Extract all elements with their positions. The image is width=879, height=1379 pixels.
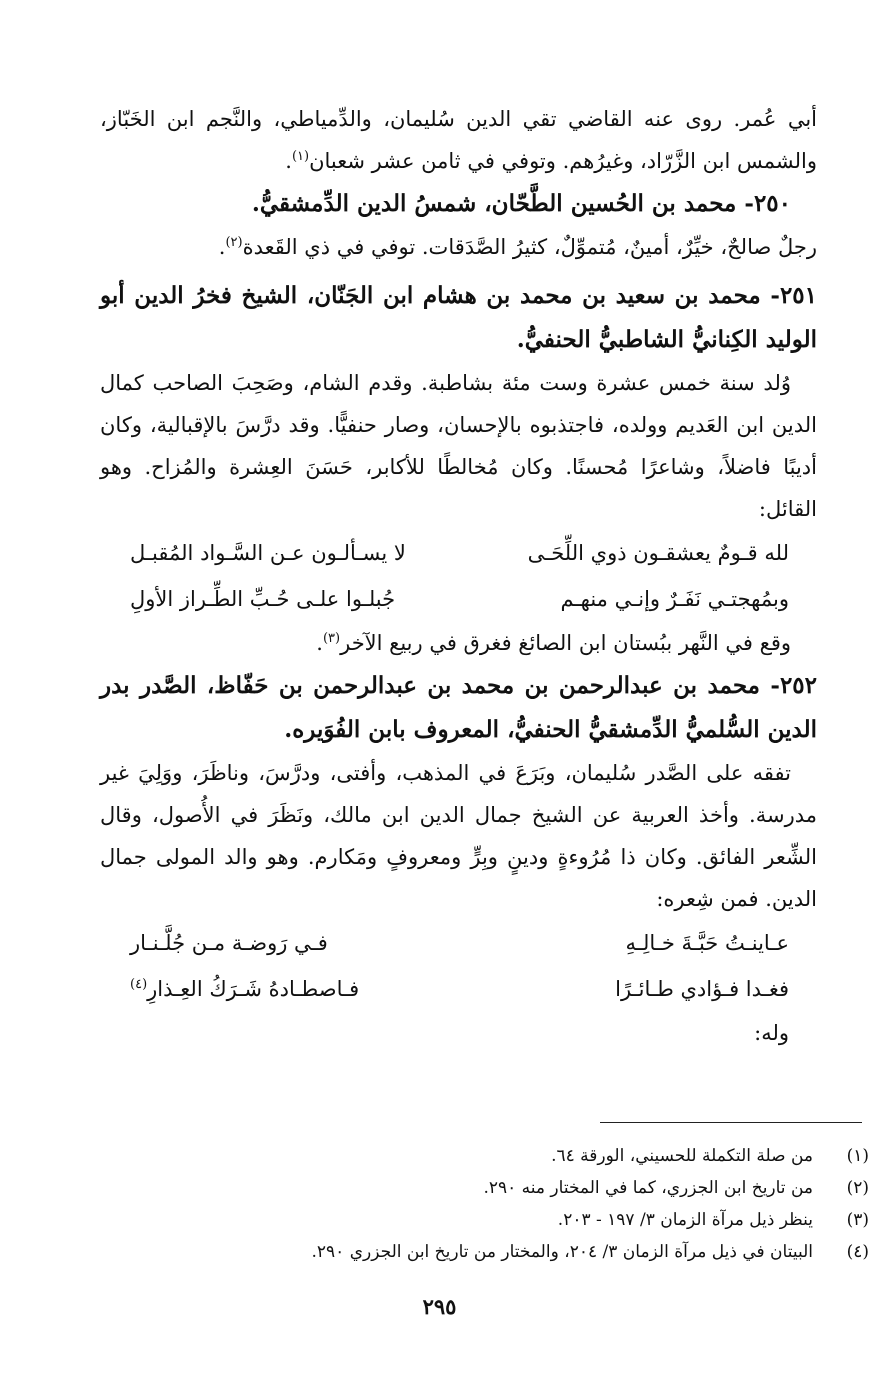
entry-heading-251 xyxy=(100,274,817,362)
entry-number: ٢٥١- xyxy=(770,282,817,309)
paragraph-after-poem xyxy=(100,622,817,664)
footnote-separator xyxy=(600,1122,862,1123)
footnote-number: (٢) xyxy=(846,1178,869,1198)
main-text xyxy=(100,98,817,1054)
poem-verse xyxy=(100,920,817,966)
footnote xyxy=(150,1140,869,1172)
footnote xyxy=(150,1236,869,1268)
entry-heading-250 xyxy=(100,182,817,226)
entry-title: محمد بن الحُسين الطَّحّان، شمسُ الدين الدِّمشقيُّ. xyxy=(251,190,737,217)
paragraph-text: تفقه على الصَّدر سُليمان، وبَرَعَ في المذهب، وأفتى، ودرَّسَ، وناظَرَ، ووَلِيَ غير مدرسة. وأخذ العربية عن الشيخ جمال الدين ابن مالك، ونَظَرَ في الأُصول، وقال الشِّعر الفائق. وكان ذا مُرُوءةٍ ودينٍ وبِرٍّ ومعروفٍ ومَكارم. وهو والد المولى جمال الدين. فمن شِعره: xyxy=(100,761,817,911)
paragraph-text: وقع في النَّهر ببُستان ابن الصائغ فغرق في ربيع الآخر xyxy=(340,631,791,655)
verse-second-hemistich xyxy=(130,966,359,1012)
paragraph-end: . xyxy=(316,631,323,655)
footnote-text: ينظر ذيل مرآة الزمان ٣/ ١٩٧ - ٢٠٣. xyxy=(557,1210,813,1230)
footnote-text: من صلة التكملة للحسيني، الورقة ٦٤. xyxy=(551,1146,813,1166)
verse-second-hemistich: فـي رَوضـة مـن جُلَّـنـار xyxy=(130,931,328,955)
footnote xyxy=(150,1172,869,1204)
entry-number: ٢٥٠- xyxy=(744,190,791,217)
verse-text: فـاصطـادهُ شَـرَكُ العِـذارِ xyxy=(147,977,360,1001)
footnote-number: (١) xyxy=(846,1146,869,1166)
paragraph-end: . xyxy=(218,235,226,259)
paragraph-wa-lahu xyxy=(100,1012,817,1054)
verse-first-hemistich: لله قـومٌ يعشقـون ذوي اللِّحَـى xyxy=(527,541,789,565)
paragraph-entry-250 xyxy=(100,226,817,268)
paragraph-text: رجلٌ صالحٌ، خيِّرٌ، أمينٌ، مُتموِّلٌ، كثيرُ الصَّدَقات. توفي في ذي القَعدة xyxy=(242,235,817,259)
poem-verse xyxy=(100,530,817,576)
paragraph-entry-251 xyxy=(100,362,817,530)
paragraph-end: . xyxy=(285,149,292,173)
footnote-text: من تاريخ ابن الجزري، كما في المختار منه ٢٩٠. xyxy=(483,1178,813,1198)
footnote-text: البيتان في ذيل مرآة الزمان ٣/ ٢٠٤، والمختار من تاريخ ابن الجزري ٢٩٠. xyxy=(311,1242,813,1262)
verse-first-hemistich: عـاينـتُ حَبَّـةَ خـالِـهِ xyxy=(625,931,789,955)
entry-heading-252 xyxy=(100,664,817,752)
poem-verse xyxy=(100,576,817,622)
paragraph-continuation xyxy=(100,98,817,182)
verse-first-hemistich: وبمُهجتـي نَفَـرٌ وإنـي منهـم xyxy=(560,587,789,611)
entry-title: محمد بن سعيد بن محمد بن هشام ابن الجَنّان، الشيخ فخرُ الدين أبو الوليد الكِنانيُّ الشاطبيُّ الحنفيُّ. xyxy=(100,282,817,353)
poem-2 xyxy=(100,920,817,1012)
page-number: ٢٩٥ xyxy=(422,1294,457,1319)
paragraph-text: وُلد سنة خمس عشرة وست مئة بشاطبة. وقدم الشام، وصَحِبَ الصاحب كمال الدين ابن العَديم وولده، فاجتذبوه بالإحسان، وصار حنفيًّا. وقد درَّسَ بالإقبالية، وكان أديبًا فاضلاً، وشاعرًا مُحسنًا. وكان مُخالطًا للأكابر، حَسَنَ العِشرة والمُزاح. وهو القائل: xyxy=(100,371,817,521)
footnote-ref-1: (١) xyxy=(291,149,310,164)
paragraph-text: أبي عُمر. روى عنه القاضي تقي الدين سُليمان، والدِّمياطي، والنَّجم ابن الخَبّاز، والشمس ابن الزَّرّاد، وغيرُهم. وتوفي في ثامن عشر شعبان xyxy=(100,107,817,173)
footnote xyxy=(150,1204,869,1236)
entry-number: ٢٥٢- xyxy=(770,672,818,699)
paragraph-text: وله: xyxy=(754,1021,789,1045)
verse-first-hemistich: فغـدا فـؤادي طـائـرًا xyxy=(615,977,789,1001)
footnote-ref-4: (٤) xyxy=(130,977,148,992)
footnote-ref-3: (٣) xyxy=(322,631,341,646)
verse-second-hemistich: لا يسـألـون عـن السَّـواد المُقبـل xyxy=(130,541,406,565)
entry-title: محمد بن عبدالرحمن بن محمد بن عبدالرحمن بن حَفّاظ، الصَّدر بدر الدين السُّلميُّ الدِّمشقيُّ الحنفيُّ، المعروف بابن الفُوَيره. xyxy=(100,672,817,743)
footnotes xyxy=(150,1140,869,1268)
footnote-ref-2: (٢) xyxy=(225,235,243,250)
footnote-number: (٣) xyxy=(846,1210,869,1230)
paragraph-entry-252 xyxy=(100,752,817,920)
poem-verse xyxy=(100,966,817,1012)
footnote-number: (٤) xyxy=(846,1242,869,1262)
poem-1 xyxy=(100,530,817,622)
verse-second-hemistich: جُبلـوا علـى حُـبِّ الطِّـراز الأولِ xyxy=(130,587,396,611)
